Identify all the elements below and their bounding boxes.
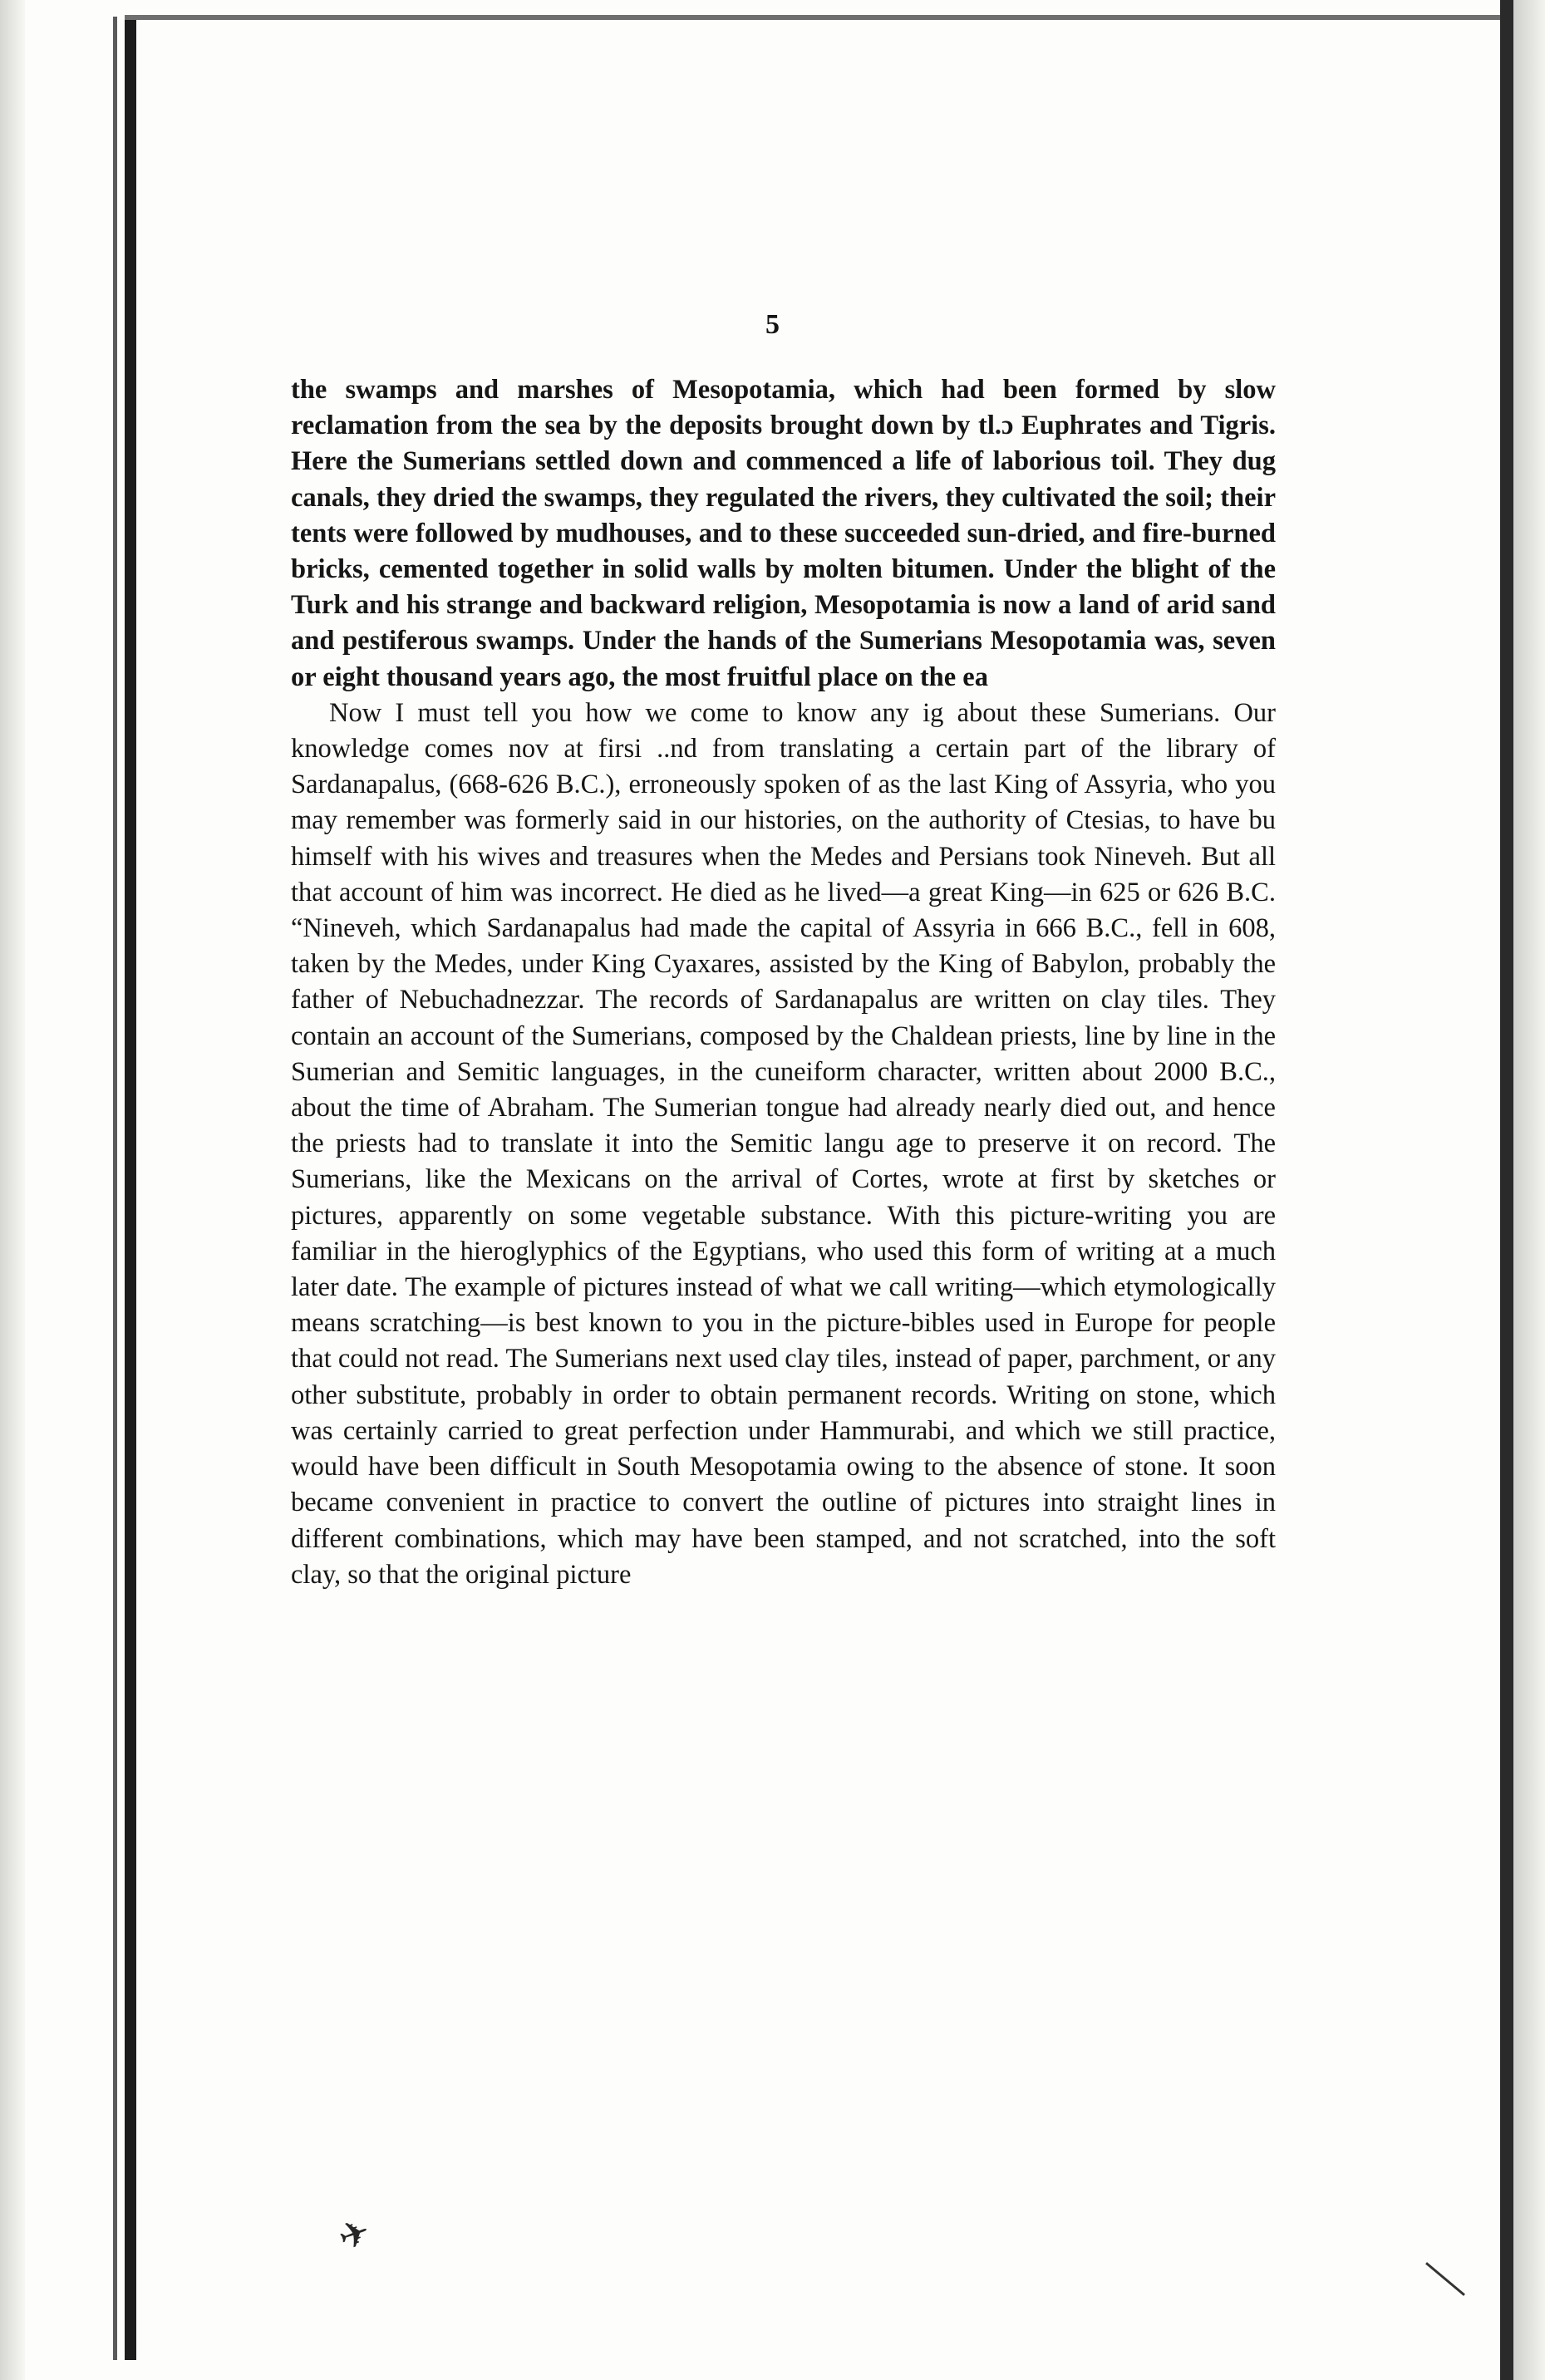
page-number: 5 — [765, 309, 780, 340]
paragraph-2: Now I must tell you how we come to know any ig about these Sumerians. Our knowledge comes nov at firsi ..nd from translating a certain part of the library of Sardanapalus, (668-626 B.C.), erroneously spoken of as the last King of Assyria, who you may remember was formerly said in our histories, on the authority of Ctesias, to have bu himself with his wives and treasures when the Medes and Persians took Nineveh. But all that account of him was incorrect. He died as he lived—a great King—in 625 or 626 B.C. “Nineveh, which Sardanapalus had made the capital of Assyria in 666 B.C., fell in 608, taken by the Medes, under King Cyaxares, assisted by the King of Babylon, probably the father of Nebuchadnezzar. The records of Sardanapalus are written on clay tiles. They contain an account of the Sumerians, composed by the Chaldean priests, line by line in the Sumerian and Semitic languages, in the cuneiform character, written about 2000 B.C., about the time of Abraham. The Sumerian tongue had already nearly died out, and hence the priests had to translate it into the Semitic langu age to preserve it on record. The Sumerians, like the Mexicans on the arrival of Cortes, wrote at first by sketches or pictures, apparently on some vegetable substance. With this picture-writing you are familiar in the hieroglyphics of the Egyptians, who used this form of writing at a much later date. The example of pictures instead of what we call writing—which etymologically means scratching—is best known to you in the picture-bibles used in Europe for people that could not read. The Sumerians next used clay tiles, instead of paper, parchment, or any other substitute, probably in order to obtain permanent records. Writing on stone, which was certainly carried to great perfection under Hammurabi, and which we still practice, would have been difficult in South Mesopotamia owing to the absence of stone. It soon became convenient in practice to convert the outline of pictures into straight lines in different combinations, which may have been stamped, and not scratched, into the soft clay, so that the original picture — [291, 697, 1276, 1590]
paragraph-1: the swamps and marshes of Mesopotamia, which had been formed by slow reclamation from the sea by the deposits brought down by tl.ɔ Euphrates and Tigris. Here the Sumerians settled down and commenced a life of laborious toil. They dug canals, they dried the swamps, they regulated the rivers, they cultivated the soil; their tents were followed by mudhouses, and to these succeeded sun-dried, and fire-burned bricks, cemented together in solid walls by molten bitumen. Under the blight of the Turk and his strange and backward religion, Mesopotamia is now a land of arid sand and pestiferous swamps. Under the hands of the Sumerians Mesopotamia was, seven or eight thousand years ago, the most fruitful place on the ea — [291, 375, 1276, 692]
stray-ink-mark: ✈ — [332, 2210, 376, 2260]
spine-shadow-line — [113, 17, 117, 2360]
spine-line — [125, 17, 136, 2360]
right-edge-shadow — [1513, 0, 1545, 2380]
top-fold-line — [125, 15, 1504, 20]
binding-edge — [0, 0, 25, 2380]
corner-ink-mark — [1425, 2262, 1465, 2296]
right-fold-line — [1500, 0, 1513, 2380]
body-text — [291, 372, 1276, 1593]
